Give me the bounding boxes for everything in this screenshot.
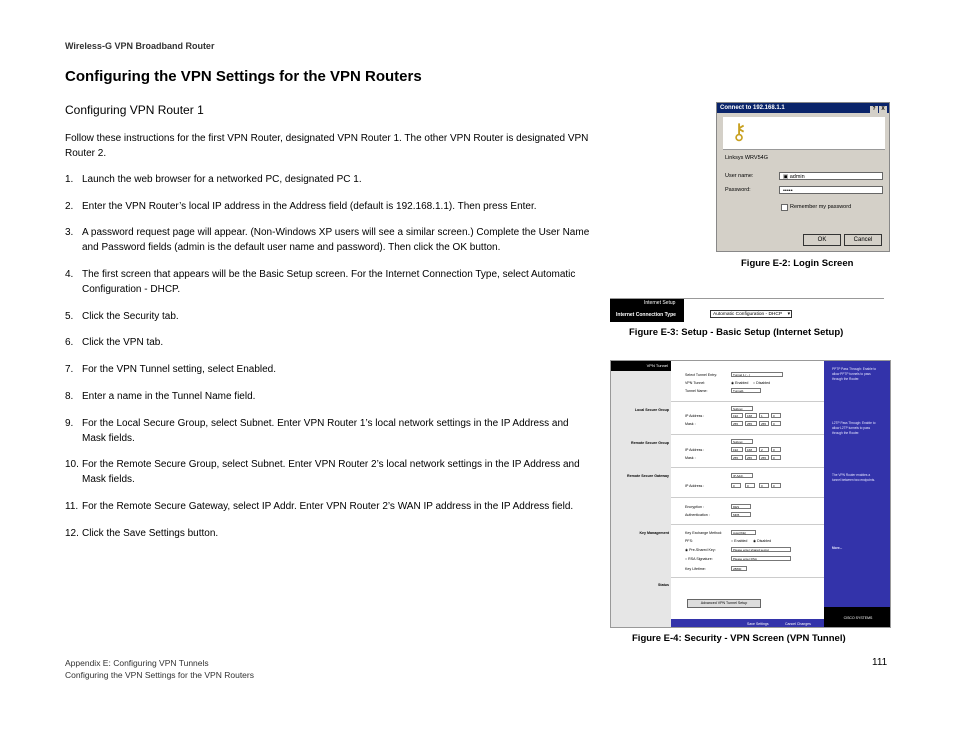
divider: [671, 401, 824, 402]
ip-octet[interactable]: 0: [745, 483, 755, 488]
radio-disabled[interactable]: ○ Disabled: [753, 381, 771, 385]
help-text: PPTP Pass Through: Enable to: [832, 367, 877, 371]
field-label: Tunnel Name:: [685, 389, 708, 393]
dialog-banner: [723, 117, 885, 150]
field-label: PFS:: [685, 539, 693, 543]
step-item: 7. For the VPN Tunnel setting, select Enabled.: [65, 364, 276, 376]
footer-line: Configuring the VPN Settings for the VPN Routers: [65, 670, 254, 680]
ip-octet[interactable]: 0: [731, 483, 741, 488]
divider: [671, 434, 824, 435]
dialog-titlebar: [717, 103, 889, 113]
section-label: Remote Secure Group: [631, 441, 669, 445]
psk-radio[interactable]: ◉ Pre-Shared Key:: [685, 548, 716, 552]
mask-octet[interactable]: 255: [731, 455, 743, 460]
field-label: Key Lifetime:: [685, 567, 706, 571]
tunnel-select[interactable]: Tunnel 1 ( - ): [731, 372, 783, 377]
mask-octet[interactable]: 255: [745, 455, 757, 460]
ok-button[interactable]: OK: [803, 234, 841, 246]
field-label: IP Address :: [685, 448, 705, 452]
page-number: 111: [872, 657, 888, 668]
remote-group-select[interactable]: Subnet: [731, 439, 753, 444]
step-item: 2. Enter the VPN Router’s local IP address in the Address field (default is 192.168.1.1). Then press Enter.: [65, 200, 537, 212]
step-item: 8. Enter a name in the Tunnel Name field.: [65, 390, 256, 402]
realm-label: Linksys WRV54G: [725, 155, 768, 161]
connection-type-select[interactable]: Automatic Configuration - DHCP ▾: [710, 310, 792, 318]
left-column: [611, 361, 671, 628]
help-text: through the Router.: [832, 377, 860, 381]
encryption-select[interactable]: DES: [731, 504, 751, 509]
field-label: Mask :: [685, 456, 696, 460]
keys-icon: ⚷: [731, 119, 748, 144]
tunnel-name-input[interactable]: Tunnel1: [731, 388, 761, 393]
footer: [65, 657, 254, 681]
username-label: User name:: [725, 173, 754, 179]
authentication-select[interactable]: MD5: [731, 512, 751, 517]
field-label: VPN Tunnel:: [685, 381, 706, 385]
pfs-disabled-radio[interactable]: ◉ Disabled: [753, 539, 772, 543]
advanced-vpn-button[interactable]: Advanced VPN Tunnel Setup: [687, 599, 761, 608]
user-icon: ▣: [783, 174, 790, 180]
mask-octet[interactable]: 255: [745, 421, 757, 426]
mask-octet[interactable]: 255: [759, 455, 769, 460]
login-dialog-figure: [716, 102, 890, 252]
step-item: 11. For the Remote Secure Gateway, select IP Addr. Enter VPN Router 2’s WAN IP address in the IP Address field.: [65, 500, 574, 512]
help-text: L2TP Pass Through: Enable to: [832, 421, 876, 425]
psk-input[interactable]: Please enter shared secret: [731, 547, 791, 552]
ip-octet[interactable]: 192: [731, 447, 743, 452]
password-label: Password:: [725, 187, 751, 193]
username-field[interactable]: ▣ admin: [779, 172, 883, 180]
help-text: through the Router.: [832, 431, 860, 435]
help-text: allow PPTP tunnels to pass: [832, 372, 871, 376]
field-label: IP Address :: [685, 414, 705, 418]
section-label: Status: [658, 583, 669, 587]
remember-checkbox[interactable]: [781, 204, 788, 211]
step-item: 5. Click the Security tab.: [65, 310, 179, 322]
step-item: 1. Launch the web browser for a networked PC, designated PC 1.: [65, 174, 362, 185]
ip-octet[interactable]: 168: [745, 447, 757, 452]
field-label: IP Address :: [685, 484, 705, 488]
figure-caption: Figure E-2: Login Screen: [741, 258, 854, 269]
lifetime-input[interactable]: 28800: [731, 566, 747, 571]
field-label: Select Tunnel Entry:: [685, 373, 718, 377]
pfs-enabled-radio[interactable]: ○ Enabled: [731, 539, 748, 543]
ip-octet[interactable]: 168: [745, 413, 757, 418]
help-text: tunnel between two endpoints.: [832, 478, 876, 482]
section-title: Configuring the VPN Settings for the VPN Routers: [65, 68, 422, 85]
remember-label: Remember my password: [790, 204, 852, 210]
setup-heading: Internet Setup: [644, 300, 676, 306]
ip-octet[interactable]: 192: [731, 413, 743, 418]
divider: [671, 497, 824, 498]
divider: [671, 577, 824, 578]
divider: [671, 524, 824, 525]
help-text: allow L2TP tunnels to pass: [832, 426, 871, 430]
footer-line: Appendix E: Configuring VPN Tunnels: [65, 658, 209, 668]
section-label: Local Secure Group: [634, 408, 669, 412]
section-label: Key Management: [639, 531, 669, 535]
help-panel: [824, 361, 891, 628]
step-item: 10. For the Remote Secure Group, select Subnet. Enter VPN Router 2’s local network settings in the IP Address and Mask fields.: [65, 459, 580, 486]
rsa-input[interactable]: Please enter RSA: [731, 556, 791, 561]
step-item: 3. A password request page will appear. (Non-Windows XP users will see a similar screen.) Complete the User Name and Password fields (admin is the default user name and password). Then click the OK button.: [65, 227, 590, 254]
cancel-button[interactable]: Cancel: [844, 234, 882, 246]
internet-setup-figure: [610, 298, 884, 322]
password-field[interactable]: •••••: [779, 186, 883, 194]
running-header: Wireless-G VPN Broadband Router: [65, 41, 215, 51]
rsa-radio[interactable]: ○ RSA Signature:: [685, 557, 713, 561]
help-text: The VPN Router enables a: [832, 473, 871, 477]
chevron-down-icon: ▾: [787, 312, 790, 317]
field-label: Encryption :: [685, 505, 704, 509]
divider: [671, 467, 824, 468]
step-item: 6. Click the VPN tab.: [65, 337, 164, 349]
help-icon[interactable]: ?: [870, 106, 878, 113]
connection-type-label: Internet Connection Type: [616, 312, 676, 318]
mask-octet[interactable]: 0: [771, 421, 781, 426]
ip-octet[interactable]: 0: [771, 447, 781, 452]
gateway-select[interactable]: IP Addr.: [731, 473, 753, 478]
field-label: Authentication :: [685, 513, 710, 517]
ip-octet[interactable]: 0: [771, 413, 781, 418]
close-icon[interactable]: X: [879, 106, 887, 113]
local-group-select[interactable]: Subnet: [731, 406, 753, 411]
step-item: 12. Click the Save Settings button.: [65, 527, 219, 539]
intro-paragraph: Follow these instructions for the first VPN Router, designated VPN Router 1. The other VPN Router is designated VPN Router 2.: [65, 133, 589, 159]
subsection-title: Configuring VPN Router 1: [65, 103, 204, 117]
cancel-changes-button[interactable]: Cancel Changes: [785, 622, 811, 626]
ip-octet[interactable]: 0: [771, 483, 781, 488]
field-label: Mask :: [685, 422, 696, 426]
save-settings-button[interactable]: Save Settings: [747, 622, 769, 626]
step-item: 4. The first screen that appears will be the Basic Setup screen. For the Internet Connection Type, select Automatic Configuration - DHCP.: [65, 269, 576, 296]
figure-caption: Figure E-4: Security - VPN Screen (VPN Tunnel): [632, 633, 846, 644]
cisco-logo: CISCO SYSTEMS: [824, 607, 891, 628]
ip-octet[interactable]: 2: [759, 447, 769, 452]
ip-octet[interactable]: 1: [759, 413, 769, 418]
mask-octet[interactable]: 255: [759, 421, 769, 426]
more-link[interactable]: More...: [832, 546, 843, 550]
radio-enabled[interactable]: ◉ Enabled: [731, 381, 749, 385]
step-item: 9. For the Local Secure Group, select Subnet. Enter VPN Router 1’s local network settings in the IP Address and Mask fields.: [65, 417, 569, 444]
dialog-title: Connect to 192.168.1.1: [720, 105, 785, 111]
figure-caption: Figure E-3: Setup - Basic Setup (Internet Setup): [629, 327, 844, 338]
field-label: Key Exchange Method:: [685, 531, 723, 535]
key-exchange-select[interactable]: Auto(IKE): [731, 530, 756, 535]
action-bar: [671, 619, 824, 628]
vpn-tunnel-header: VPN Tunnel: [611, 361, 671, 371]
mask-octet[interactable]: 0: [771, 455, 781, 460]
section-label: Remote Secure Gateway: [627, 474, 669, 478]
vpn-screen-figure: [610, 360, 891, 628]
steps-list: [65, 172, 595, 552]
ip-octet[interactable]: 0: [759, 483, 769, 488]
mask-octet[interactable]: 255: [731, 421, 743, 426]
setup-label-block: [610, 299, 684, 322]
